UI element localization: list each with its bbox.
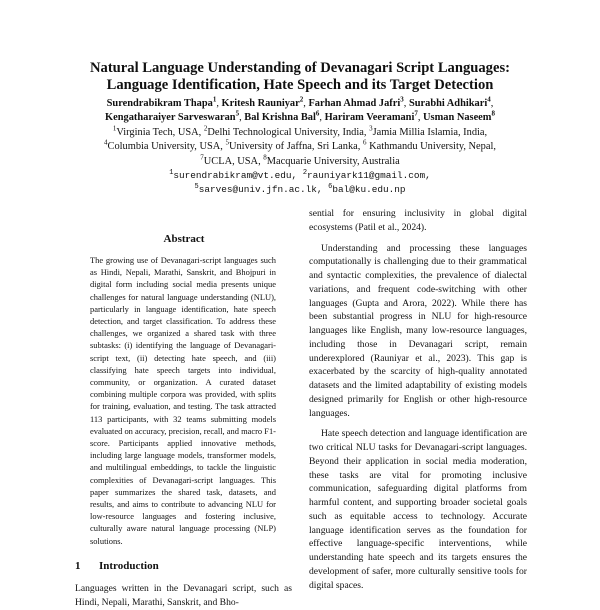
affiliation: Columbia University, USA, (107, 141, 226, 153)
section-number: 1 (75, 560, 81, 572)
affiliation: Macquarie University, Australia (266, 155, 400, 167)
abstract-body: The growing use of Devanagari-script languages such as Hindi, Nepali, Marathi, Sanskrit, and Bhojpuri in digital form including social media presents unique challenges for natural language understanding (NLU), particularly in language identification, hate speech detection, and target classification. To address these challenges, we organized a shared task with three subtasks: (i) identifying the language of Devanagari-script text, (ii) detecting hate speech, and (iii) classifying hate speech targets into individual, community, or organization. A curated dataset combining multiple corpora was provided, with splits for training, evaluation, and testing. The task attracted 113 participants, with 32 teams submitting models evaluated on accuracy, precision, recall, and macro F1-score. Participants applied innovative methods, including large language models, transformer models, and multilingual embeddings, to tackle the linguistic complexities of Devanagari-script languages. This paper summarizes the shared task, datasets, and results, and aims to contribute to advancing NLU for low-resource languages and fostering inclusive, culturally aware natural language processing (NLP) solutions. (90, 255, 276, 546)
paragraph-continued: sential for ensuring inclusivity in global digital ecosystems (Patil et al., 2024). (309, 208, 527, 233)
author-name: Kritesh Rauniyar (221, 98, 300, 109)
author-name: Kengatharaiyer Sarveswaran (105, 112, 236, 124)
intro-paragraph: Languages written in the Devanagari script, such as Hindi, Nepali, Marathi, Sanskrit, and Bho- (75, 583, 292, 608)
author-name: Farhan Ahmad Jafri (308, 98, 401, 109)
author-name: Hariram Veeramani (324, 112, 415, 124)
email[interactable]: bal@ku.edu.np (332, 184, 406, 196)
author-name: Surendrabikram Thapa (106, 98, 213, 109)
title-line-1: Natural Language Understanding of Devanagari Script Languages: (89, 60, 510, 76)
affiliation: Kathmandu University, Nepal, (366, 141, 496, 153)
affiliation: Jamia Millia Islamia, India, (372, 126, 488, 138)
section-title: Introduction (99, 560, 159, 572)
abstract-heading: Abstract (163, 233, 205, 245)
author-name: Usman Naseem (423, 112, 492, 124)
paragraph: Hate speech detection and language identification are two critical NLU tasks for Devanagari-script languages. Beyond their application in social media moderation, these tasks are vital for promoting inclusive communication, safeguarding digital platforms from harmful content, and supporting broader societal goals such as equitable access to technology. Accurate language identification serves as the foundation for effective language-specific interventions, while understanding hate speech and its targets ensures the development of safer, more culturally sensitive tools for digital spaces. (309, 428, 527, 591)
author-name: Surabhi Adhikari (408, 98, 488, 109)
author-block (40, 97, 560, 198)
author-name: Bal Krishna Bal (244, 112, 316, 124)
affiliation: University of Jaffna, Sri Lanka, (228, 141, 363, 153)
email[interactable]: rauniyark11@gmail.com, (307, 170, 431, 182)
emails: $^1$surendrabikram@vt.edu, $^2$rauniyark11@gmail.com, $^5$sarves@univ.jfn.ac.lk, $^6$bal@ku.edu.np (169, 168, 431, 196)
paper-title (40, 60, 560, 94)
paragraph: Understanding and processing these languages computationally is challenging due to their grammatical and syntactic complexities, the prevalence of dialectal variations, and frequent code-switching with other languages (Gupta and Arora, 2022). While there has been substantial progress in NLU for high-resource languages like English, many low-resource languages, including those in Devanagari script, remain underexplored (Rauniyar et al., 2023). This gap is exacerbated by the scarcity of high-quality annotated datasets and the limited adaptability of existing models designed primarily for English or other high-resource languages. (309, 242, 527, 419)
section-heading-introduction (75, 560, 159, 572)
affiliations: $^1$Virginia Tech, USA, $^2$Delhi Technological University, India, $^3$Jamia Millia Islamia, India, $^4$Columbia University, USA, $^5$University of Jaffna, Sri Lanka, $^6$ Kathmandu University, Nepal, $^7$UCLA, USA, $^8$Macquarie University, Australia (104, 124, 496, 167)
affiliation: Delhi Technological University, India, (207, 126, 370, 138)
affiliation: Virginia Tech, USA, (116, 126, 204, 138)
title-line-2: Language Identification, Hate Speech and its Target Detection (106, 77, 494, 93)
right-column (309, 207, 527, 599)
author-names: Surendrabikram Thapa$^1$, Kritesh Rauniyar$^2$, Farhan Ahmad Jafri$^3$, Surabhi Adhikari$^4$, Kengatharaiyer Sarveswaran$^5$, Bal Krishna Bal$^6$, Hariram Veeramani$^7$, Usman Naseem$^8$ (105, 95, 495, 124)
affiliation: UCLA, USA, (203, 155, 264, 167)
email[interactable]: surendrabikram@vt.edu, (173, 170, 303, 182)
email[interactable]: sarves@univ.jfn.ac.lk, (198, 184, 329, 196)
